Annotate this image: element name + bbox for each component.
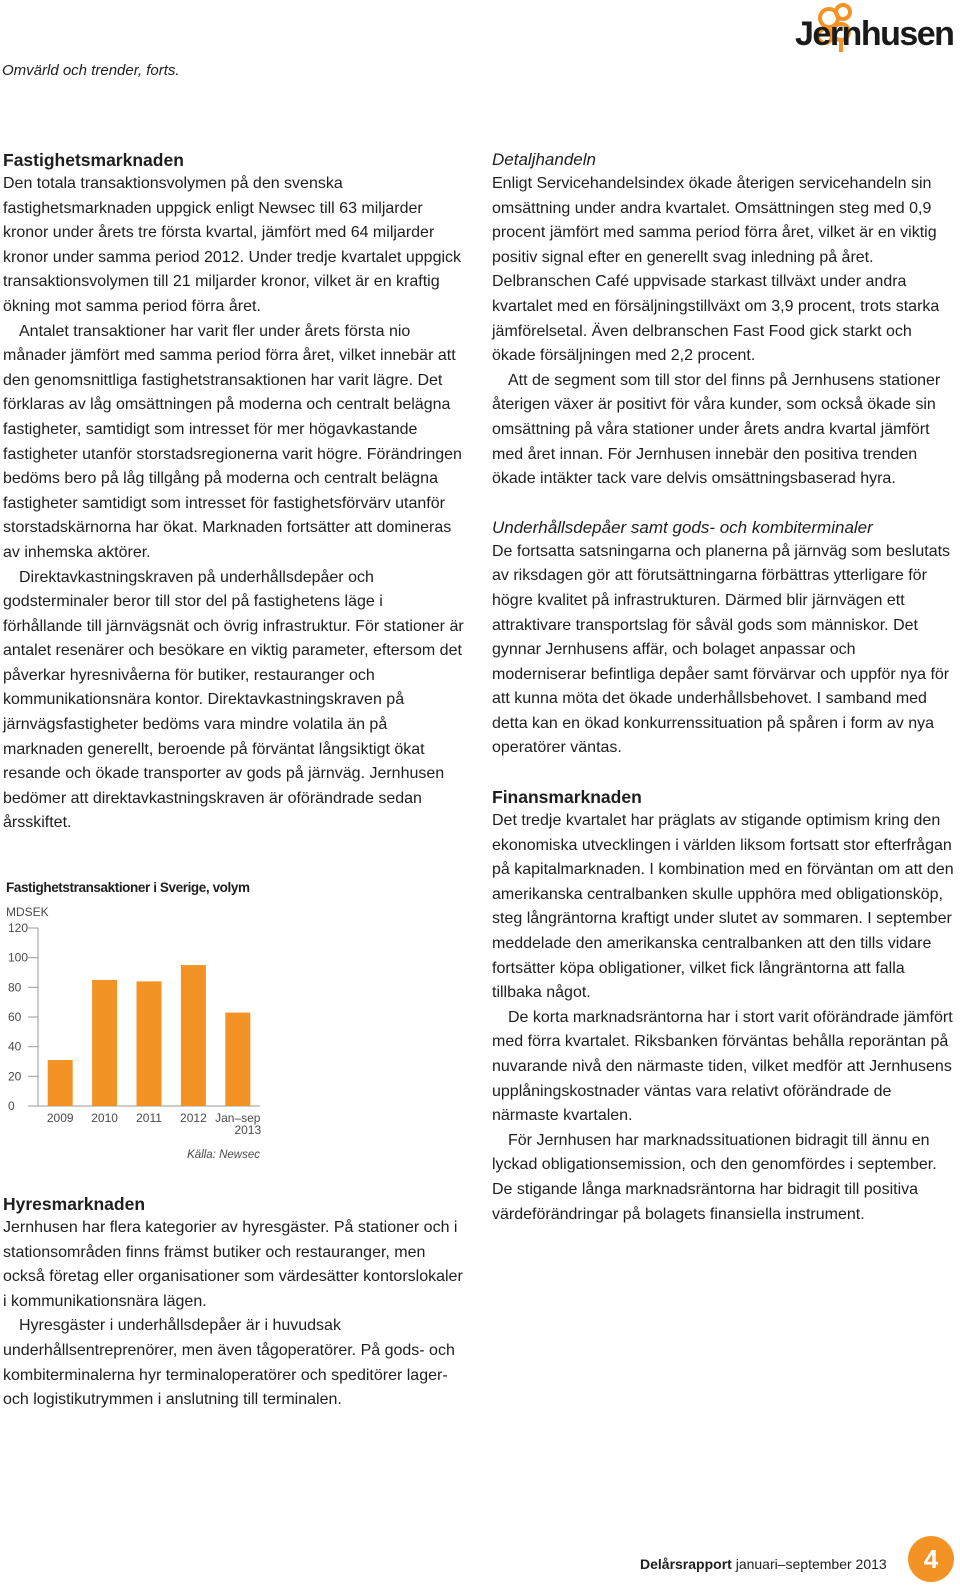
- x-tick-label: 2009: [46, 1111, 74, 1125]
- y-tick-label: 20: [8, 1069, 22, 1084]
- bar: [225, 1013, 250, 1106]
- paragraph: Hyresgäster i underhållsdepåer är i huvudsak underhållsentreprenörer, men även tågoperatörer. På gods- och kombiterminalerna hyr terminaloperatörer och speditörer lager- och logistikutrymmen i anslutning till terminalen.: [3, 1317, 455, 1409]
- footer-report-title: Delårsrapport: [640, 1556, 732, 1572]
- x-tick-label: 2012: [180, 1111, 207, 1125]
- running-head: Omvärld och trender, forts.: [2, 62, 180, 79]
- footer: [640, 1556, 887, 1572]
- y-axis-label: MDSEK: [6, 905, 49, 919]
- paragraph: Direktavkastningskraven på underhållsdepåer och godsterminaler beror till stor del på fastighetens läge i förhållande till järnvägsnät och övrig infrastruktur. För stationer är antalet resenärer och besökare en viktig parameter, eftersom det påverkar hyresnivåerna för butiker, restauranger och kommunikationsnära kontor. Direktavkastningskraven på järnvägsfastigheter bedöms vara mindre volatila än på marknaden generellt, beroende på förväntat långsiktigt ökat resande och ökade transporter av gods på järnväg. Jernhusen bedömer att direktavkastningskraven är oförändrade sedan årsskiftet.: [3, 568, 464, 832]
- chart-source: Källa: Newsec: [187, 1149, 260, 1161]
- paragraph: De korta marknadsräntorna har i stort varit oförändrade jämfört med förra kvartalet. Riksbanken förväntas behålla reporäntan på nuvarande nivå den närmaste tiden, vilket medför att Jernhusens upplåningskostnader väntas vara relativt oförändrade de närmaste kvartalen.: [492, 1008, 953, 1125]
- y-tick-label: 100: [8, 950, 29, 965]
- paragraph: Det tredje kvartalet har präglats av stigande optimism kring den ekonomiska utvecklingen i världen liksom fortsatt stor efterfrågan på kapitalmarknaden. I kombination med en förväntan om att den amerikanska centralbanken skulle upphöra med obligationsköp, steg långräntorna kraftigt under slutet av sommaren. I september meddelade den amerikanska centralbanken att den tills vidare fortsätter köpa obligationer, vilket fick långräntorna att falla tillbaka något.: [492, 812, 954, 1002]
- x-tick-label: 2011: [136, 1111, 162, 1125]
- paragraph: Den totala transaktionsvolymen på den svenska fastighetsmarknaden uppgick enligt Newsec till 63 miljarder kronor under årets tre första kvartal, jämfört med 64 miljarder kronor under samma period 2012. Under tredje kvartalet uppgick transaktionsvolymen till 21 miljarder kronor, vilket är en kraftig ökning mot samma period förra året.: [3, 175, 462, 315]
- bar: [137, 981, 162, 1106]
- x-tick-label: Jan–sep: [215, 1111, 261, 1125]
- hyres-section: [3, 1192, 465, 1413]
- page-number: 4: [908, 1536, 954, 1582]
- bar: [181, 965, 206, 1106]
- paragraph: De fortsatta satsningarna och planerna på järnväg som beslutats av riksdagen gör att förutsättningarna förbättras ytterligare för högre kvalitet på infrastrukturen. Därmed blir järnvägen ett attraktivare transportslag för såväl gods som människor. Det gynnar Jernhusens affär, och bolaget anpassar och moderniserar befintliga depåer samt förvärvar och uppför nya för att kunna möta det ökade underhållsbehovet. I samband med detta kan en ökad konkurrenssituation på spåren i form av nya operatörer väntas.: [492, 542, 951, 757]
- x-tick-label: 2013: [234, 1123, 262, 1137]
- y-tick-label: 60: [8, 1010, 22, 1024]
- heading-underhallsdepaer: Underhållsdepåer samt gods- och kombiterminaler: [492, 517, 873, 537]
- paragraph: Enligt Servicehandelsindex ökade återigen servicehandeln sin omsättning under andra kvartalet. Omsättningen steg med 0,9 procent jämfört med samma period förra året, vilket är en viktig positiv signal efter en generellt svag inledning på året. Delbranschen Café uppvisade starkast tillväxt under andra kvartalet med en försäljningstillväxt om 3,9 procent, trots starka jämförelsetal. Även delbranschen Fast Food gick starkt och ökade försäljningen med 2,2 procent.: [492, 175, 940, 365]
- heading-fastighetsmarknaden: Fastighetsmarknaden: [3, 150, 184, 170]
- paragraph: Att de segment som till stor del finns på Jernhusens stationer återigen växer är positivt för våra kunder, som också ökade sin omsättning på våra stationer under årets andra kvartal jämfört med året innan. För Jernhusen innebär den positiva trenden ökade intäkter tack vare delvis omsättningsbaserad hyra.: [492, 371, 941, 488]
- paragraph: Jernhusen har flera kategorier av hyresgäster. På stationer och i stationsområden finns främst butiker och restauranger, men också företag eller organisationer som värdesätter kontorslokaler i kommunikationsnära lägen.: [3, 1219, 463, 1310]
- bar: [92, 980, 117, 1106]
- heading-detaljhandeln: Detaljhandeln: [492, 150, 596, 169]
- logo-text: Jernhusen: [795, 15, 954, 53]
- x-tick-label: 2010: [91, 1111, 118, 1125]
- y-tick-label: 120: [8, 921, 29, 935]
- paragraph: För Jernhusen har marknadssituationen bidragit till ännu en lyckad obligationsemission, och den genomfördes i september. De stigande långa marknadsräntorna har bidragit till positiva värdeförändringar på bolagets finansiella instrument.: [492, 1131, 937, 1223]
- chart-svg: [0, 880, 290, 1185]
- paragraph: Antalet transaktioner har varit fler under årets första nio månader jämfört med samma period förra året, vilket innebär att den genomsnittliga fastighetstransaktionen har varit lägre. Det förklaras av låg omsättningen på moderna och centralt belägna fastigheter, samtidigt som intresset för mer högavkastande fastigheter utanför storstadsregionerna varit högre. Förändringen bedöms bero på låg tillgång på moderna och centralt belägna fastigheter samtidigt som intresset för fastighetsförvärv utanför storstadskärnorna har ökat. Marknaden fortsätter att domineras av inhemska aktörer.: [3, 322, 462, 561]
- heading-hyresmarknaden: Hyresmarknaden: [3, 1194, 146, 1214]
- y-tick-label: 80: [8, 980, 22, 995]
- heading-finansmarknaden: Finansmarknaden: [492, 787, 642, 808]
- bar: [48, 1060, 73, 1106]
- left-column: [3, 148, 465, 836]
- y-tick-label: 0: [8, 1099, 15, 1113]
- y-tick-label: 40: [8, 1039, 22, 1054]
- chart-title: Fastighetstransaktioner i Sverige, volym: [6, 880, 250, 895]
- volume-chart: [0, 880, 290, 1185]
- right-column: [492, 148, 954, 1227]
- footer-report-period: januari–september 2013: [731, 1556, 887, 1572]
